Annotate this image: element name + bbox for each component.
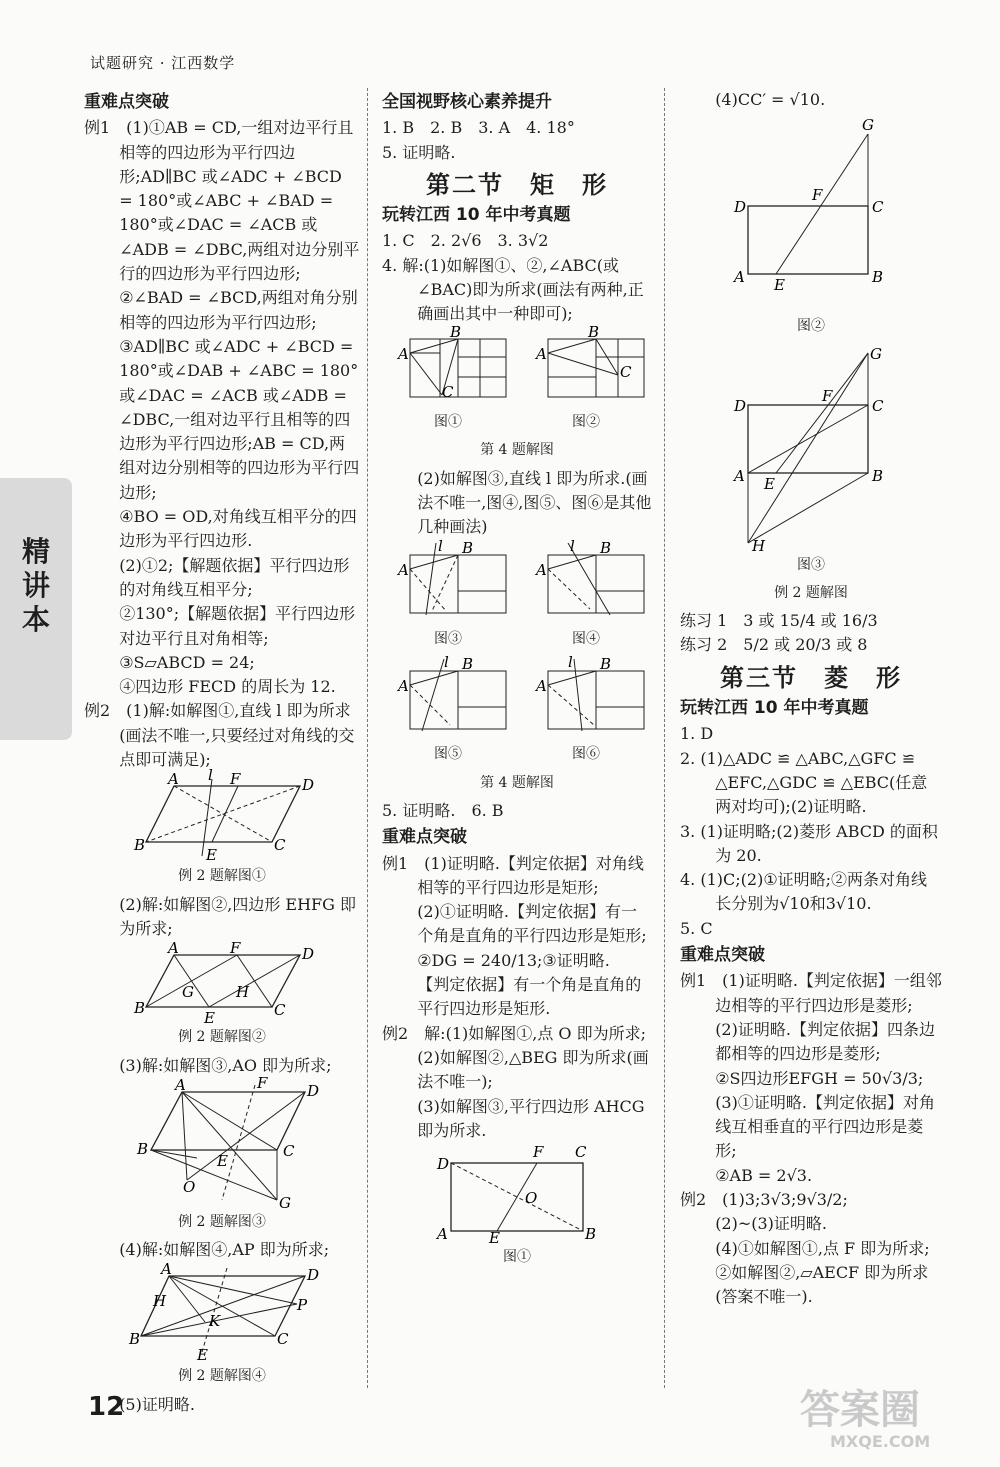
section-title: 第二节 矩 形 xyxy=(426,170,608,199)
svg-text:C: C xyxy=(274,1001,286,1020)
svg-text:C: C xyxy=(872,396,884,415)
answer-text: 例1 (1)证明略.【判定依据】一组邻边相等的平行四边形是菱形; xyxy=(680,971,942,1015)
svg-text:B: B xyxy=(872,466,884,485)
answer-text: (2)解:如解图②,四边形 EHFG 即为所求; xyxy=(119,894,357,938)
svg-text:E: E xyxy=(217,1151,228,1170)
answer-text: ②AB = 2√3. xyxy=(715,1165,813,1185)
answer-text: 练习 2 5/2 或 20/3 或 8 xyxy=(680,635,868,655)
svg-text:A: A xyxy=(168,770,179,789)
svg-text:A: A xyxy=(168,939,179,958)
svg-text:l: l xyxy=(208,766,213,785)
answer-text: 2. (1)△ADC ≌ △ABC,△GFC ≌ △EFC,△GDC ≌ △EBC(任意两对均可);(2)证明略. xyxy=(680,748,928,817)
svg-text:A: A xyxy=(437,1225,448,1244)
answer-text: ③S▱ABCD = 24; xyxy=(119,652,255,672)
svg-text:C: C xyxy=(442,382,454,401)
svg-text:A: A xyxy=(398,344,409,363)
watermark-logo: 答案圈 xyxy=(800,1387,920,1433)
answer-text: (4)解:如解图④,AP 即为所求; xyxy=(119,1240,330,1260)
svg-text:A: A xyxy=(536,344,547,363)
section-title: 第三节 菱 形 xyxy=(720,663,902,692)
svg-text:E: E xyxy=(206,846,217,865)
svg-text:A: A xyxy=(536,677,547,696)
answer-text: 5. 证明略. xyxy=(382,142,456,162)
answer-text: ③AD∥BC 或∠ADC + ∠BCD = 180°或∠DAB + ∠ABC = 180°或∠DAC = ∠ACB 或∠ADB = ∠DBC,一组对边平行且相等的四边形为平行四边形;AB = CD,两组对边分别相等的四边形为平行四边形; xyxy=(119,336,360,502)
svg-text:D: D xyxy=(437,1155,450,1174)
svg-text:l: l xyxy=(568,653,573,672)
svg-text:D: D xyxy=(302,776,315,795)
svg-text:B: B xyxy=(134,836,146,855)
svg-text:C: C xyxy=(620,362,632,381)
svg-text:G: G xyxy=(182,983,194,1002)
answer-text: 【判定依据】有一个角是直角的平行四边形是矩形. xyxy=(417,975,642,1019)
answer-text: ④BO = OD,对角线互相平分的四边形为平行四边形. xyxy=(119,507,357,551)
svg-text:K: K xyxy=(209,1312,221,1331)
answer-text: (3)解:如解图③,AO 即为所求; xyxy=(119,1055,332,1075)
svg-text:E: E xyxy=(204,1009,215,1028)
svg-text:F: F xyxy=(230,770,241,789)
svg-text:F: F xyxy=(230,939,241,958)
section-heading: 重难点突破 xyxy=(84,92,169,112)
svg-text:G: G xyxy=(870,344,882,363)
svg-text:A: A xyxy=(161,1260,172,1279)
svg-text:C: C xyxy=(277,1330,289,1349)
figure-row xyxy=(382,655,652,771)
figure-row xyxy=(382,322,652,439)
answer-text: ②如解图②,▱AECF 即为所求(答案不唯一). xyxy=(715,1262,929,1307)
svg-text:B: B xyxy=(585,1225,597,1244)
watermark-url: MXQE.COM xyxy=(830,1432,931,1451)
svg-text:O: O xyxy=(183,1177,196,1196)
svg-text:H: H xyxy=(236,983,250,1002)
svg-text:l: l xyxy=(570,537,575,556)
svg-text:E: E xyxy=(197,1346,208,1365)
parallelogram-figure-1 xyxy=(132,766,315,865)
figure-caption: 图④ xyxy=(572,630,600,647)
answer-text: 练习 1 3 或 15/4 或 16/3 xyxy=(680,611,878,631)
answer-text: (3)如解图③,平行四边形 AHCG 即为所求. xyxy=(417,1096,645,1140)
figure-row xyxy=(382,539,652,655)
svg-text:C: C xyxy=(872,198,884,217)
answer-text: 例1 (1)①AB = CD,一组对边平行且相等的四边形为平行四边形;AD∥BC 或∠ADC + ∠BCD = 180°或∠ABC + ∠BAD = 180°或∠DAC = ∠ACB 或∠ADB = ∠DBC,两组对边分别平行的四边形为平行四边形; xyxy=(84,118,360,284)
svg-text:B: B xyxy=(129,1330,141,1349)
grid-figure-5 xyxy=(382,655,514,735)
answer-text: (4)CC′ = √10. xyxy=(715,90,826,109)
column-divider xyxy=(367,88,368,1388)
answer-text: ②DG = 240/13;③证明略. xyxy=(417,950,610,970)
rectangle-figure xyxy=(427,1143,607,1248)
figure-caption: 图⑤ xyxy=(434,746,462,763)
svg-text:B: B xyxy=(872,268,884,287)
svg-text:P: P xyxy=(297,1296,308,1315)
parallelogram-figure-4 xyxy=(127,1260,320,1365)
column-1 xyxy=(84,88,360,1417)
column-2 xyxy=(382,88,652,1273)
answer-text: 例1 (1)证明略.【判定依据】对角线相等的平行四边形是矩形; xyxy=(382,853,644,897)
svg-text:C: C xyxy=(274,836,286,855)
svg-text:l: l xyxy=(444,653,449,672)
answer-text: 1. C 2. 2√6 3. 3√2 xyxy=(382,231,549,251)
figure-caption: 第 4 题解图 xyxy=(480,774,554,791)
answer-text: (3)①证明略.【判定依据】对角线互相垂直的平行四边形是菱形; xyxy=(715,1092,935,1161)
answer-text: 4. 解:(1)如解图①、②,∠ABC(或∠BAC)即为所求(画法有两种,正确画出其中一种即可); xyxy=(382,255,644,324)
svg-text:D: D xyxy=(307,1081,320,1100)
answer-text: ②130°;【解题依据】平行四边形对边平行且对角相等; xyxy=(119,604,356,648)
answer-text: 例2 (1)3;3√3;9√3/2; xyxy=(680,1190,848,1210)
grid-figure-6 xyxy=(520,655,652,735)
section-heading: 重难点突破 xyxy=(680,945,765,966)
answer-text: ②S四边形EFGH = 50√3/3; xyxy=(715,1068,924,1088)
answer-text: 5. C xyxy=(680,918,713,938)
section-heading: 全国视野核心素养提升 xyxy=(382,92,552,112)
svg-text:B: B xyxy=(600,655,612,674)
column-3 xyxy=(680,88,942,1310)
rectangle-figure-3 xyxy=(726,343,896,553)
answer-text: (2)如解图②,△BEG 即为所求(画法不唯一); xyxy=(417,1047,649,1092)
answer-text: (4)①如解图①,点 F 即为所求; xyxy=(715,1238,930,1258)
svg-text:D: D xyxy=(302,945,315,964)
svg-text:F: F xyxy=(822,386,833,405)
figure-caption: 图① xyxy=(503,1249,531,1266)
svg-text:O: O xyxy=(525,1189,538,1208)
svg-text:C: C xyxy=(283,1141,295,1160)
svg-text:l: l xyxy=(438,537,443,556)
column-divider xyxy=(664,88,665,1388)
grid-figure-1 xyxy=(382,322,514,403)
svg-text:B: B xyxy=(137,1139,149,1158)
answer-text: 例2 (1)解:如解图①,直线 l 即为所求(画法不唯一,只要经过对角线的交点即可满足); xyxy=(84,701,355,770)
figure-caption: 图② xyxy=(797,318,825,335)
answer-text: ②∠BAD = ∠BCD,两组对角分别相等的四边形为平行四边形; xyxy=(119,288,358,332)
answer-text: (2)证明略.【判定依据】四条边都相等的四边形是菱形; xyxy=(715,1019,935,1064)
answer-text: 4. (1)C;(2)①证明略;②两条对角线长分别为√10和3√10. xyxy=(680,870,928,914)
figure-caption: 第 4 题解图 xyxy=(480,442,554,459)
figure-caption: 例 2 题解图① xyxy=(178,868,266,885)
svg-text:E: E xyxy=(764,474,775,493)
svg-text:B: B xyxy=(450,322,462,341)
answer-text: ④四边形 FECD 的周长为 12. xyxy=(119,677,336,697)
answer-text: 5. 证明略. 6. B xyxy=(382,800,504,820)
figure-caption: 例 2 题解图② xyxy=(178,1029,266,1046)
answer-text: (2)如解图③,直线 l 即为所求.(画法不唯一,图④,图⑤、图⑥是其他几种画法) xyxy=(417,468,652,537)
side-tab-label: 精讲本 xyxy=(22,535,51,636)
grid-figure-4 xyxy=(520,539,652,619)
svg-text:E: E xyxy=(489,1229,500,1248)
answer-text: (2)①2;【解题依据】平行四边形的对角线互相平分; xyxy=(119,555,350,599)
svg-text:B: B xyxy=(462,539,474,558)
svg-text:D: D xyxy=(734,198,747,217)
figure-caption: 图③ xyxy=(434,630,462,647)
figure-caption: 图⑥ xyxy=(572,746,600,763)
svg-text:A: A xyxy=(175,1075,186,1094)
answer-text: 3. (1)证明略;(2)菱形 ABCD 的面积为 20. xyxy=(680,821,938,865)
figure-caption: 图③ xyxy=(797,556,825,573)
svg-text:A: A xyxy=(734,466,745,485)
svg-text:E: E xyxy=(774,276,785,295)
rectangle-figure-2 xyxy=(726,114,896,314)
grid-figure-2 xyxy=(520,322,652,403)
svg-text:B: B xyxy=(462,655,474,674)
page-number: 12 xyxy=(88,1392,125,1422)
svg-text:F: F xyxy=(257,1073,268,1092)
svg-text:D: D xyxy=(734,396,747,415)
svg-text:A: A xyxy=(734,268,745,287)
svg-text:D: D xyxy=(307,1266,320,1285)
section-heading: 重难点突破 xyxy=(382,827,467,848)
running-header: 试题研究 · 江西数学 xyxy=(90,54,236,72)
svg-text:G: G xyxy=(862,116,874,135)
parallelogram-figure-2 xyxy=(132,939,315,1028)
svg-text:F: F xyxy=(533,1143,544,1162)
figure-caption: 例 2 题解图④ xyxy=(178,1368,266,1385)
figure-caption: 例 2 题解图③ xyxy=(178,1213,266,1230)
svg-text:B: B xyxy=(600,539,612,558)
svg-text:C: C xyxy=(575,1143,587,1162)
figure-caption: 图① xyxy=(434,413,462,430)
answer-text: 1. D xyxy=(680,724,714,744)
svg-text:A: A xyxy=(398,561,409,580)
answer-text: (5)证明略. xyxy=(119,1394,195,1414)
grid-figure-3 xyxy=(382,539,514,619)
svg-text:G: G xyxy=(279,1193,291,1212)
svg-text:F: F xyxy=(812,186,823,205)
section-heading: 玩转江西 10 年中考真题 xyxy=(382,205,571,226)
section-heading: 玩转江西 10 年中考真题 xyxy=(680,698,869,719)
answer-text: (2)~(3)证明略. xyxy=(715,1214,828,1234)
figure-caption: 图② xyxy=(572,413,600,430)
answer-text: (2)①证明略.【判定依据】有一个角是直角的平行四边形是矩形; xyxy=(417,902,647,946)
svg-text:A: A xyxy=(536,561,547,580)
svg-text:B: B xyxy=(134,999,146,1018)
svg-text:B: B xyxy=(588,322,600,341)
parallelogram-figure-3 xyxy=(127,1073,320,1212)
figure-caption: 例 2 题解图 xyxy=(774,584,848,601)
svg-text:H: H xyxy=(752,536,766,555)
answer-text: 例2 解:(1)如解图①,点 O 即为所求; xyxy=(382,1023,647,1043)
answer-text: 1. B 2. B 3. A 4. 18° xyxy=(382,118,575,138)
svg-text:A: A xyxy=(398,677,409,696)
svg-text:H: H xyxy=(153,1292,167,1311)
